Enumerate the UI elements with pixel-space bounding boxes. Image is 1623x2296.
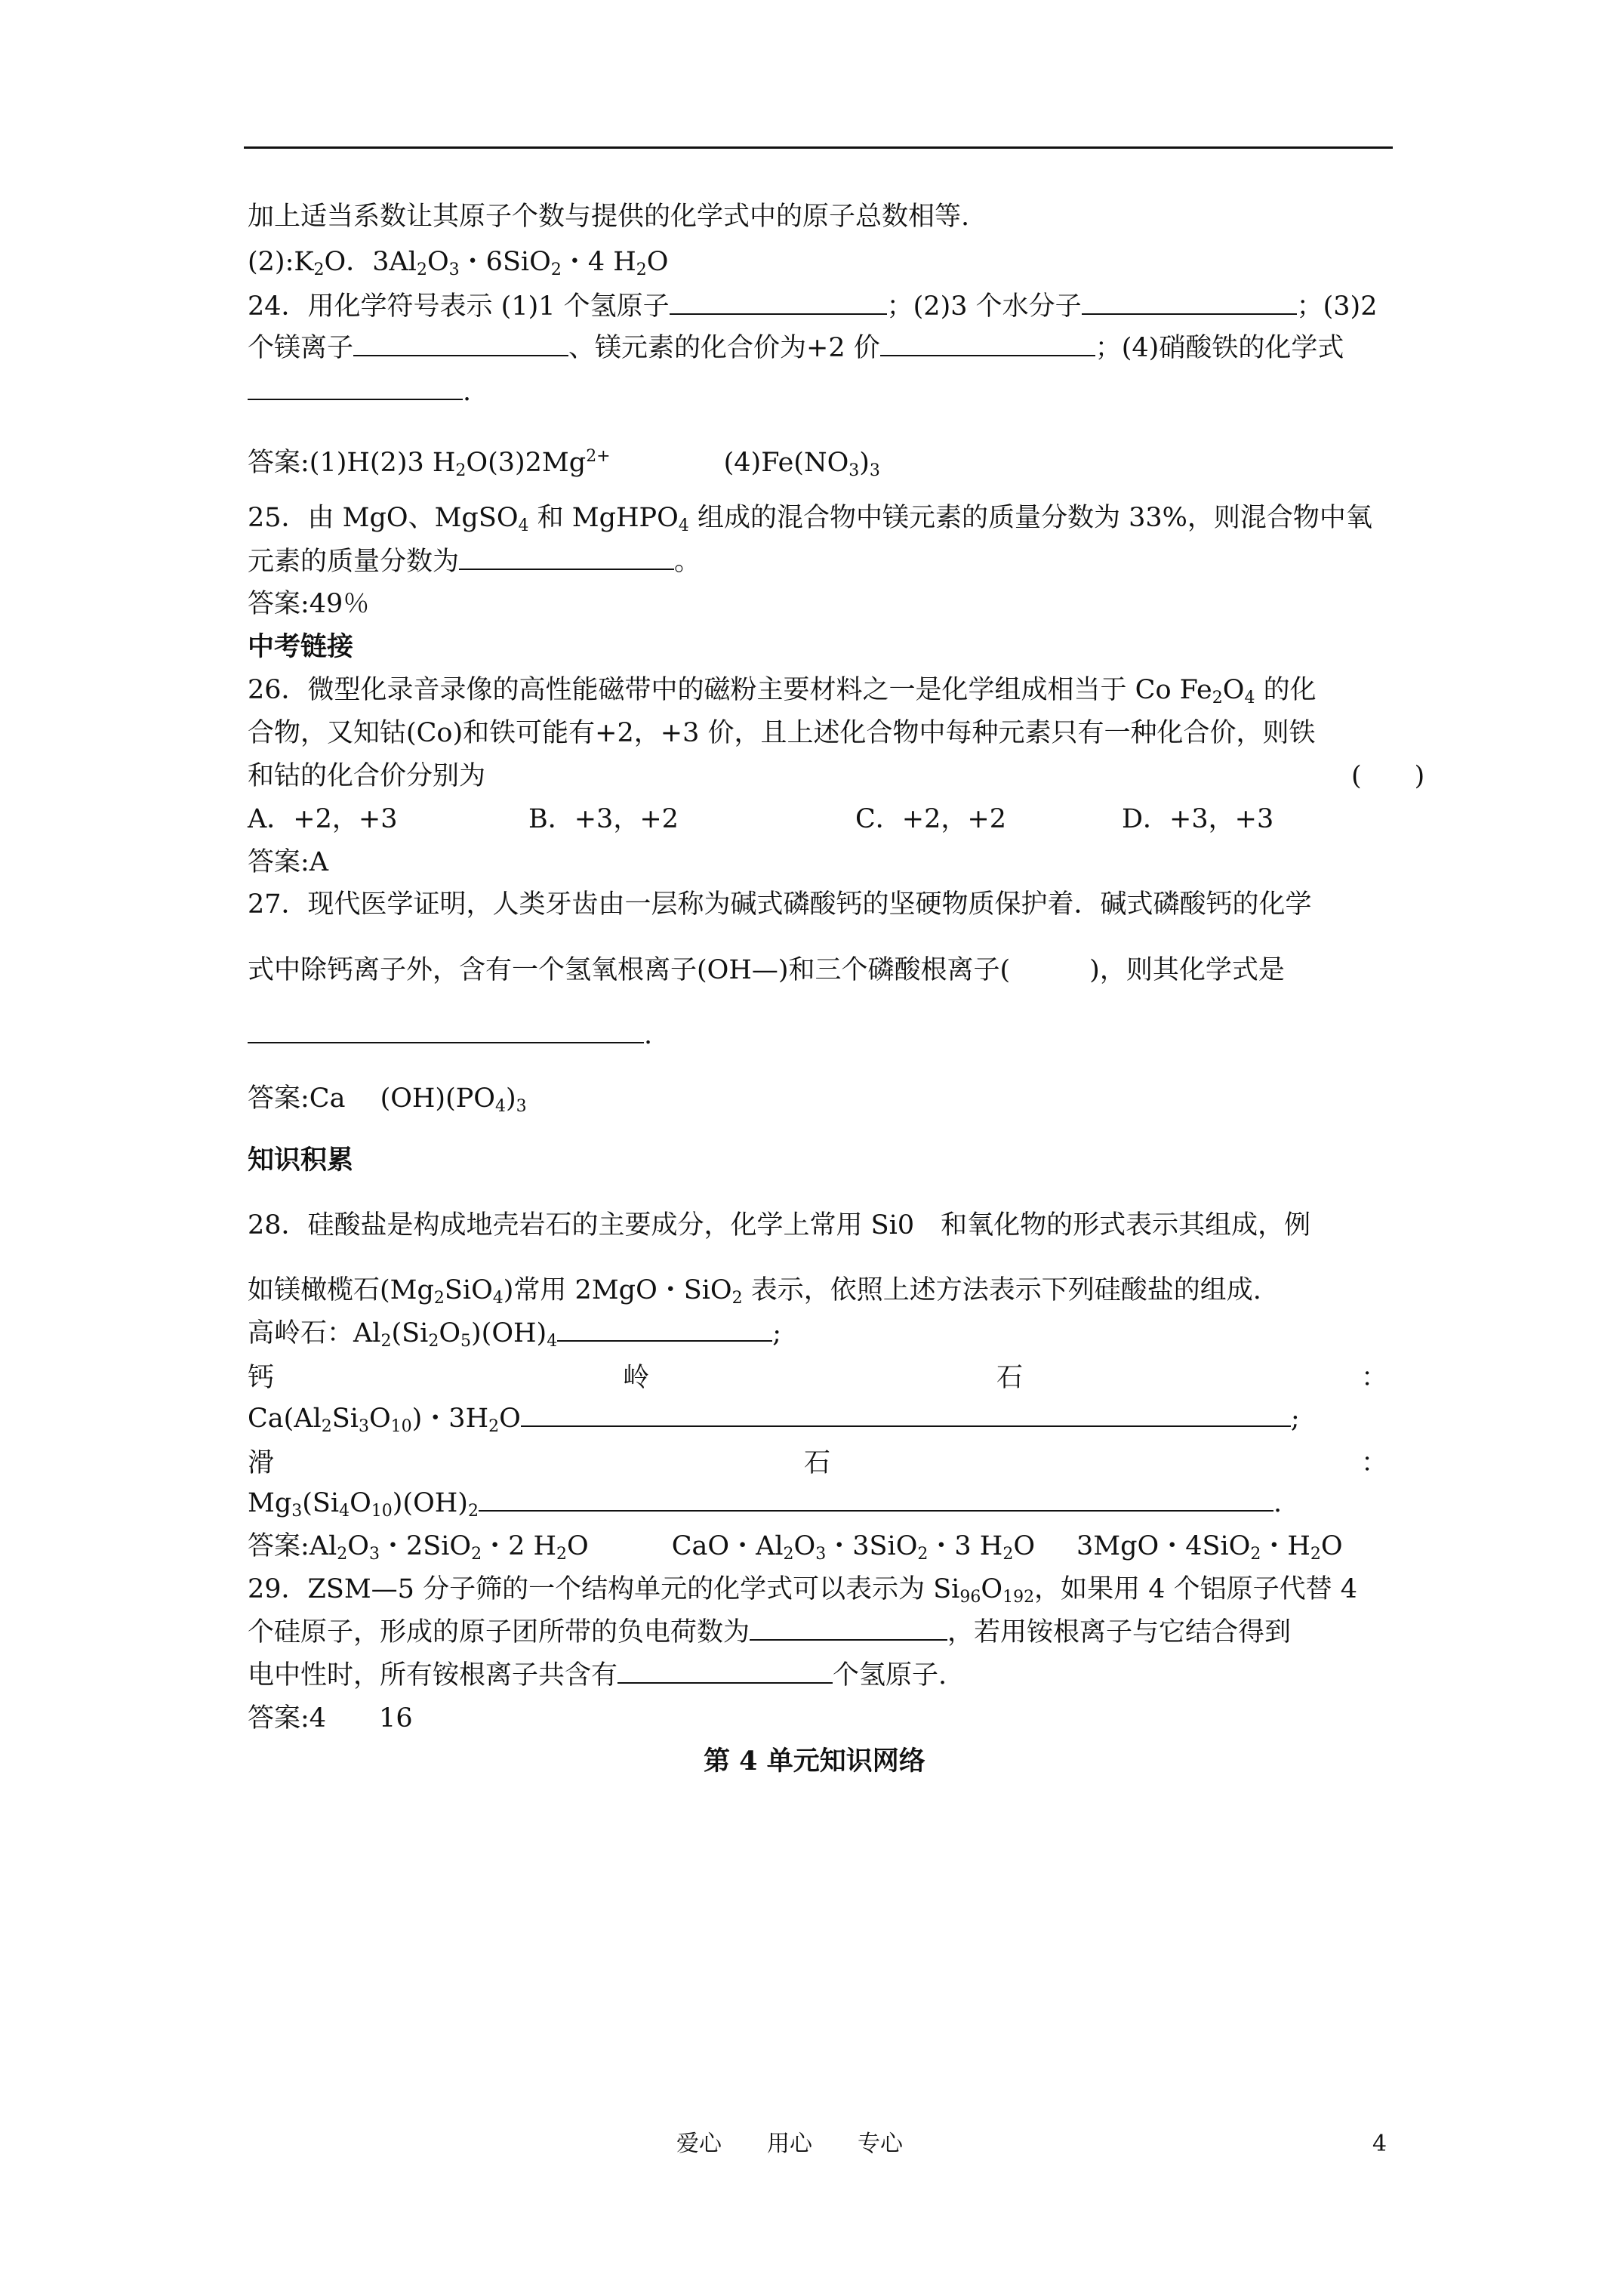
answer-26: 答案:A [248,847,329,877]
choice-paren[interactable]: ( ) [1351,761,1425,791]
option-d[interactable]: D．+3，+3 [1122,804,1274,834]
answer-blank[interactable] [479,1487,1273,1512]
question-28-talc: $Mg_3(Si_4O_{10})(OH)_2$ . [248,1488,1283,1521]
question-28-cont: 如镁橄榄石$(Mg_2SiO_4)$常用 2MgO・SiO$_2$ 表示，依照上述方法表示下列硅酸盐的组成. [248,1275,1261,1308]
spaced-label: ： [1361,1448,1388,1478]
option-c[interactable]: C．+2，+2 [855,804,1006,834]
question-25: 25．由 MgO、MgSO$_4$ 和 MgHPO$_4$ 组成的混合物中镁元素的质量分数为 33%，则混合物中氧 [248,503,1372,535]
question-24-cont: . [248,376,471,408]
spaced-label: 滑 [248,1448,275,1478]
answer-27: 答案:Ca $(OH)(PO_4)_3$ [248,1083,527,1116]
question-26: 26．微型化录音录像的高性能磁带中的磁粉主要材料之一是化学组成相当于 Co $Fe_2O_4$ 的化 [248,675,1317,707]
question-28: 28．硅酸盐是构成地壳岩石的主要成分，化学上常用 Si0 和氧化物的形式表示其组成，例 [248,1210,1311,1240]
spaced-label: 钙 [248,1363,275,1393]
answer-blank[interactable] [670,291,887,315]
answer-blank[interactable] [557,1318,772,1342]
spaced-label: 石 [804,1448,831,1478]
question-28-kaolinite: 高岭石：$Al_2(Si_2O_5)(OH)_4$ ; [248,1318,781,1351]
footer-motto: 爱心 用心 专心 [676,2131,903,2157]
answer-blank[interactable] [459,546,674,570]
answer-25: 答案:49％ [248,589,370,619]
answer-blank[interactable] [750,1616,947,1641]
question-26-cont: 合物，又知钴(Co)和铁可能有+2，+3 价，且上述化合物中每种元素只有一种化合价，则铁 [248,718,1316,748]
question-26-cont: 和钴的化合价分别为 [248,761,486,791]
question-29-cont: 个硅原子，形成的原子团所带的负电荷数为 ，若用铵根离子与它结合得到 [248,1617,1292,1647]
option-a[interactable]: A．+2，+3 [248,804,398,834]
answer-blank[interactable] [248,376,463,400]
answer-29: 答案:4 16 [248,1703,413,1734]
spaced-label: 石 [996,1363,1024,1393]
text-line: $(2):K_2O$．$3Al_2O_3$・6SiO$_2$・4 $H_2O$ [248,247,669,279]
option-b[interactable]: B．+3，+2 [528,804,679,834]
question-24-cont: 个镁离子 、镁元素的化合价为+2 价 ；(4)硝酸铁的化学式 [248,333,1344,363]
question-27: 27．现代医学证明，人类牙齿由一层称为碱式磷酸钙的坚硬物质保护着．碱式磷酸钙的化学 [248,889,1312,920]
answer-28: 答案$:Al_2O_3$・2SiO$_2$・2 $H_2O$ CaO・$Al_2O_3$・3SiO$_2$・3 $H_2O$ 3MgO・4SiO$_2$・$H_2O$ [248,1531,1343,1564]
answer-24: 答案:(1)H(2)3 $H_2O(3)2Mg^{2+}$ $(4)Fe(NO_3)_3$ [248,447,880,480]
answer-blank[interactable] [353,332,568,356]
answer-blank[interactable] [248,1019,644,1043]
question-29: 29．ZSM—5 分子筛的一个结构单元的化学式可以表示为 $Si_{96}O_{192}$，如果用 4 个铝原子代替 4 [248,1574,1357,1607]
answer-blank[interactable] [521,1403,1291,1427]
question-27-cont: . [248,1019,652,1051]
question-29-cont: 电中性时，所有铵根离子共含有 个氢原子. [248,1660,947,1690]
answer-blank[interactable] [617,1660,833,1684]
question-24: 24．用化学符号表示 (1)1 个氢原子 ；(2)3 个水分子 ；(3)2 [248,291,1378,322]
answer-blank[interactable] [880,332,1095,356]
page-number: 4 [1372,2131,1387,2157]
question-27-cont: 式中除钙离子外，含有一个氢氧根离子(OH—)和三个磷酸根离子( )，则其化学式是 [248,955,1285,985]
section-heading: 中考链接 [248,631,354,662]
spaced-label: ： [1361,1363,1388,1393]
question-28-calcium: $Ca(Al_2Si_3O_{10})$・$3H_2O$ ; [248,1404,1300,1436]
section-heading: 知识积累 [248,1145,354,1176]
unit-heading: 第 4 单元知识网络 [704,1746,925,1777]
question-25-cont: 元素的质量分数为 。 [248,547,701,577]
answer-blank[interactable] [1082,291,1297,315]
spaced-label: 岭 [623,1363,650,1393]
text-line: 加上适当系数让其原子个数与提供的化学式中的原子总数相等. [248,202,970,232]
header-rule [244,146,1393,149]
